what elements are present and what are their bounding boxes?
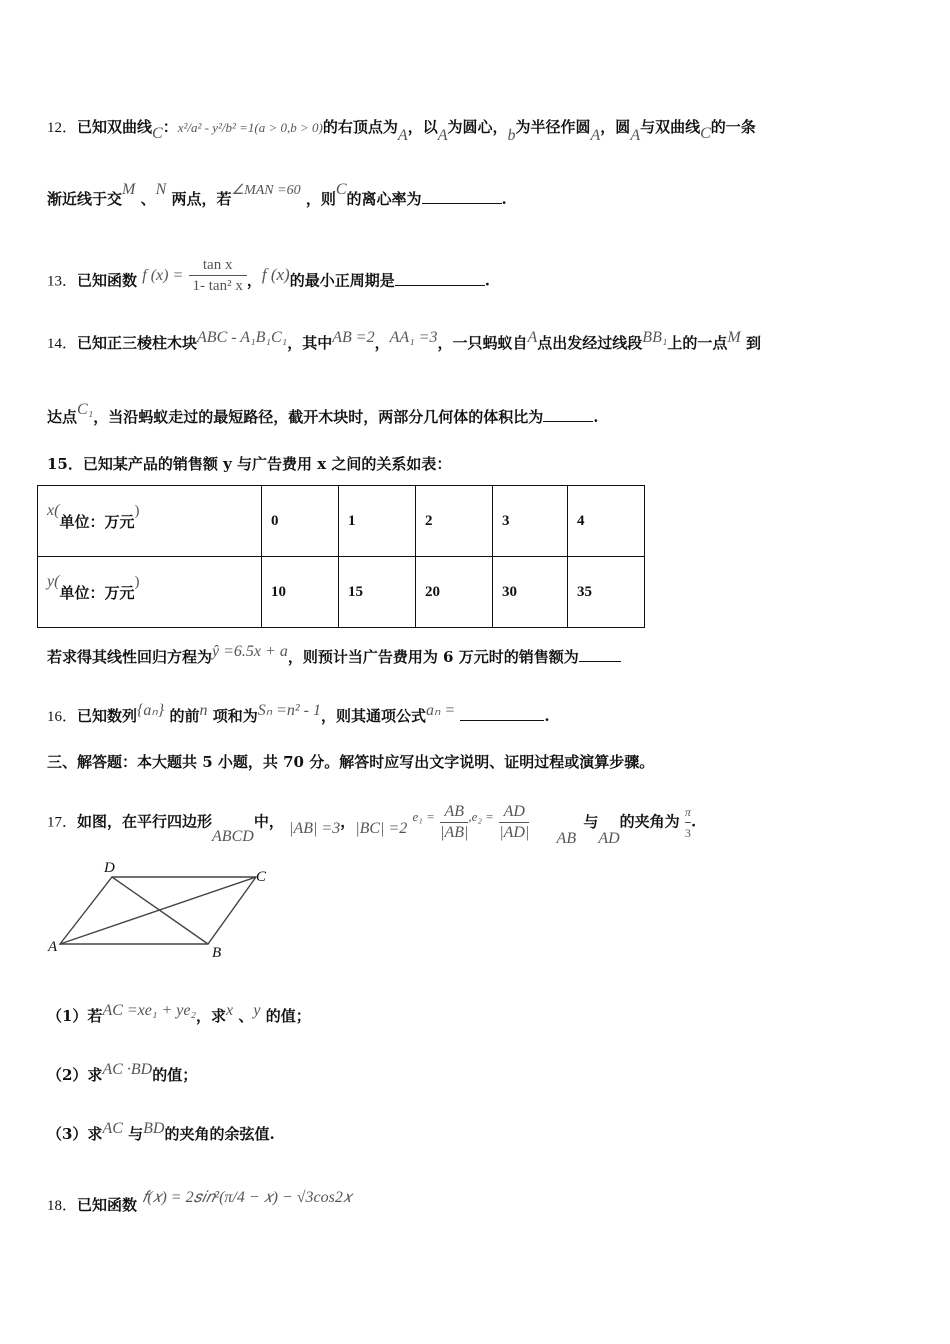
table-row xyxy=(38,557,645,628)
e1-fraction: $\frac{AB}{|AB|}$ xyxy=(440,803,469,841)
q12-line2: 渐近线于交M 、N 两点，若∠MAN =60 ，则C的离心率为 . xyxy=(47,181,507,208)
q18-line: 18．已知函数 𝑓(𝑥) = 2𝑠𝑖𝑛²(π/4 − 𝑥) − √3cos2𝑥 xyxy=(47,1189,352,1214)
q13-number: 13． xyxy=(47,273,78,290)
table-row xyxy=(38,486,645,557)
angle-fraction: $\frac{\pi}{3}$ xyxy=(685,802,691,843)
table-cell: 15 xyxy=(339,557,416,628)
table-cell: 2 xyxy=(416,486,493,557)
label-d: D xyxy=(104,860,115,876)
row-header-y: y(单位：万元) xyxy=(38,557,262,628)
hyperbola-equation: x²/a² - y²/b² =1(a > 0,b > 0) xyxy=(177,120,323,135)
angle-condition: ∠MAN =60 xyxy=(231,183,301,198)
table-cell: 1 xyxy=(339,486,416,557)
q12-number: 12． xyxy=(47,120,78,136)
label-a: A xyxy=(48,939,58,955)
q12-line1: 12．已知双曲线C：x²/a² - y²/b² =1(a > 0,b > 0)的右顶点为A，以A为圆心，b为半径作圆A，圆A与双曲线C的一条 xyxy=(47,118,756,144)
e2-fraction: $\frac{AD}{|AD|}$ xyxy=(499,803,530,841)
answer-blank xyxy=(579,647,621,662)
answer-blank xyxy=(460,706,544,721)
q14-line1: 14．已知正三棱柱木块ABC - A₁B₁C₁，其中AB =2，AA₁ =3，一只蚂蚁自A点出发经过线段BB₁上的一点M 到 xyxy=(47,329,761,352)
fraction: $\frac{\text{tan x}}{\text{1- tan² x}}$ xyxy=(189,255,247,296)
function-formula: 𝑓(𝑥) = 2𝑠𝑖𝑛²(π/4 − 𝑥) − √3cos2𝑥 xyxy=(142,1189,352,1206)
q14-line2: 达点C₁，当沿蚂蚁走过的最短路径，截开木块时，两部分几何体的体积比为 . xyxy=(47,401,599,426)
q16-number: 16． xyxy=(47,709,78,725)
q17-number: 17． xyxy=(47,814,78,831)
q15-intro: 15．已知某产品的销售额 y 与广告费用 x 之间的关系如表： xyxy=(47,455,452,473)
q13-line: 13．已知函数 f (x) = $\frac{\text{tan x}}{\text{1- tan² x}}$ ，f (x)的最小正周期是 . xyxy=(47,257,490,294)
data-table xyxy=(37,485,645,628)
table-cell: 3 xyxy=(493,486,568,557)
diagonal-bd xyxy=(112,877,208,944)
table-cell: 0 xyxy=(262,486,339,557)
q18-number: 18． xyxy=(47,1198,78,1214)
q16-line: 16．已知数列{aₙ} 的前n 项和为Sₙ =n² - 1，则其通项公式aₙ = . xyxy=(47,702,550,725)
q17-part3: （3）求AC 与BD的夹角的余弦值. xyxy=(47,1120,275,1143)
parallelogram-figure xyxy=(44,856,284,966)
table-cell: 4 xyxy=(568,486,645,557)
label-b: B xyxy=(212,945,222,961)
diagonal-ac xyxy=(60,877,256,944)
answer-blank xyxy=(422,189,502,204)
q14-number: 14． xyxy=(47,336,78,352)
table-cell: 10 xyxy=(262,557,339,628)
regression-equation: ŷ =6.5x + a xyxy=(212,643,288,660)
table-cell: 20 xyxy=(416,557,493,628)
q17-part1: （1）若AC =xe₁ + ye₂，求x 、y 的值； xyxy=(47,1002,311,1025)
q17-line: 17．如图，在平行四边形ABCD中， |AB| =3，|BC| =2 e₁ = $\frac{AB}{|AB|}$ ,e₂ = $\frac{AD}{|AD|}$ AB 与AD的夹角为 $\frac{\pi}{3}$ . xyxy=(47,803,697,847)
row-header-x: x(单位：万元) xyxy=(38,486,262,557)
label-c: C xyxy=(256,869,267,885)
answer-blank xyxy=(543,407,593,422)
q15-after: 若求得其线性回归方程为ŷ =6.5x + a，则预计当广告费用为 6 万元时的销售额为 xyxy=(47,647,621,668)
prism-name: ABC - A₁B₁C₁ xyxy=(197,329,288,346)
table-cell: 30 xyxy=(493,557,568,628)
answer-blank xyxy=(395,271,485,286)
table-cell: 35 xyxy=(568,557,645,628)
curve-c: C xyxy=(152,125,163,142)
q17-part2: （2）求AC ·BD的值； xyxy=(47,1061,198,1084)
section-title: 三、解答题：本大题共 5 小题，共 70 分。解答时应写出文字说明、证明过程或演算步骤。 xyxy=(47,753,655,771)
